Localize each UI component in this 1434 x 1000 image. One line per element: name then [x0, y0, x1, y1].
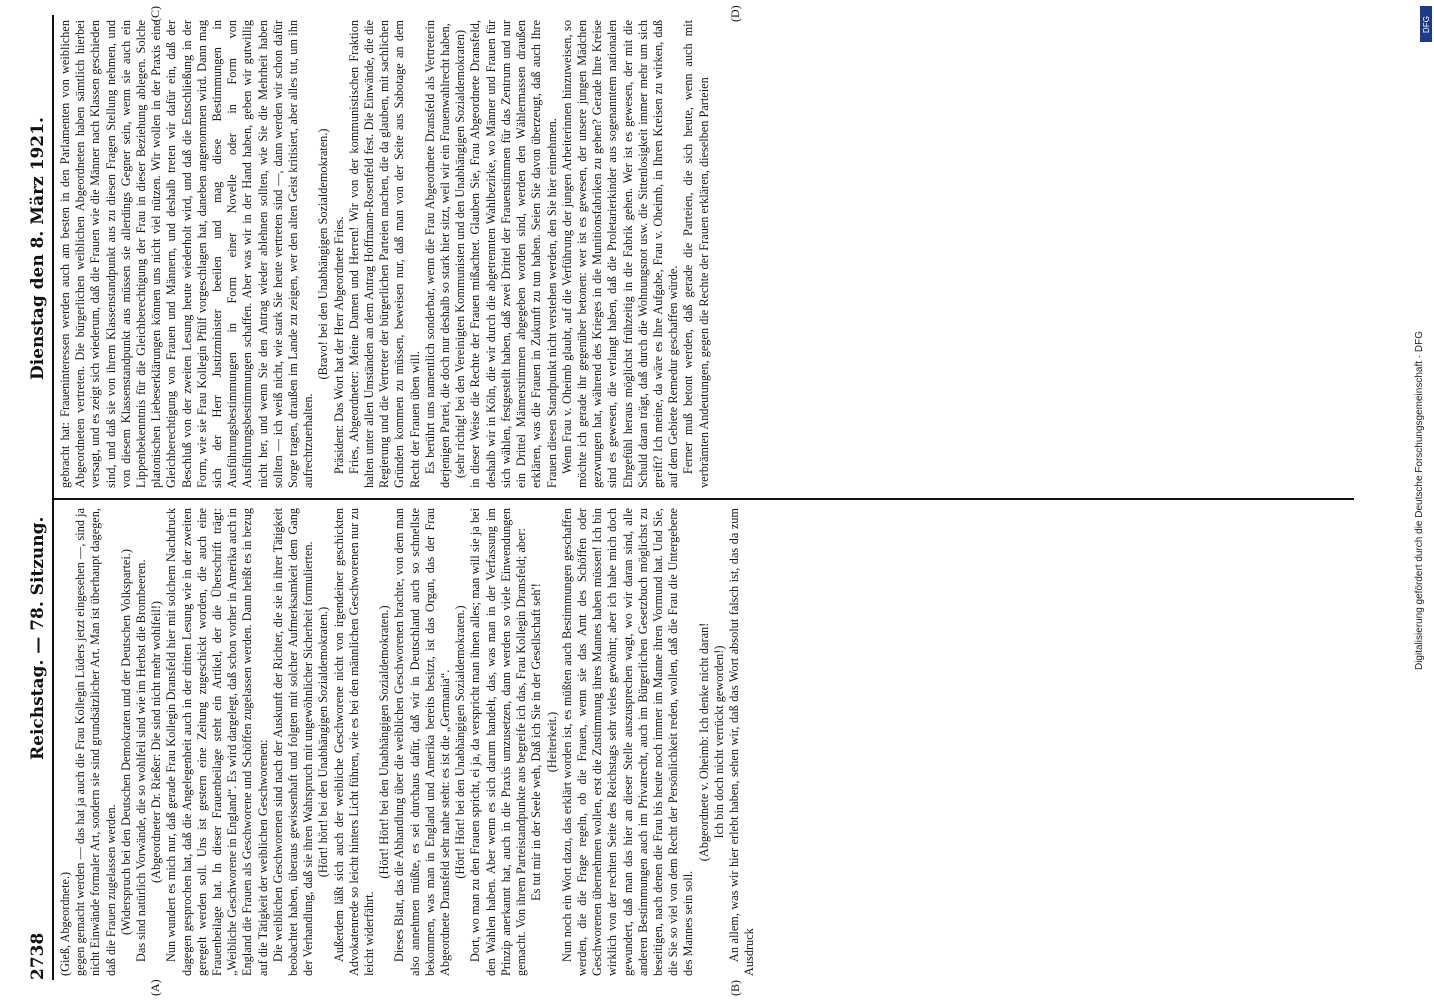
- speaker-paragraph: Präsident: Das Wort hat der Herr Abgeordnete Fries.: [331, 216, 346, 474]
- interjection: (Widerspruch bei den Deutschen Demokraten und der Deutschen Volkspartei.): [118, 549, 133, 935]
- paragraph: Dieses Blatt, das die Abhandlung über die weiblichen Geschworenen brachte, von dem man also annehmen müßte, es sei durchaus dafür, daß wir in Deutschland auch so schnellste bekommen, was man in England und Amerika bereits besitzt, ist das Organ, das der Frau Abgeordnete Dransfeld sehr nahe steht: es ist die „Germania“.: [392, 508, 453, 976]
- page-number: 2738: [28, 932, 48, 980]
- margin-marker-c: (C): [148, 6, 162, 22]
- page: [28, 5, 1368, 996]
- interjection: Ich bin doch nicht verrückt geworden!): [711, 645, 726, 839]
- left-column: [58, 508, 1358, 976]
- quotation: Außerdem läßt sich auch der weibliche Geschworene nicht von irgendeiner geschickten Advokatenrede so leicht hinters Licht führen, wie es bei den männlichen Geschworenen nur zu leicht widerfährt.: [331, 508, 377, 976]
- interjection: (Heiterkeit.): [544, 711, 559, 773]
- paragraph: (Gieß, Abgeordnete.): [58, 871, 72, 976]
- interjection: (Abgeordneter Dr. Rießer: Die sind nicht mehr wohlfeil!): [149, 600, 164, 884]
- paragraph: gegen gemacht werden — das hat ja auch die Frau Kollegin Lüders jetzt eingesehen —, sind ja nicht Einwände formaler Art, sondern sie sind grundsätzlicher Art. Man ist überhaupt dagegen, daß die Frauen zugelassen werden.: [73, 508, 118, 976]
- paragraph: Nun noch ein Wort dazu, das erklärt worden ist, es müßten auch Bestimmungen geschaffen werden, die die Frage regeln, ob die Frauen, wenn sie das Amt des Schöffen oder Geschworenen übernehmen wollen, erst die Zustimmung ihres Mannes haben müssen! Ich bin wirklich von der rechten Seite des Reichstags sehr vieles gewöhnt; aber ich habe mich doch gewundert, daß man das hier an dieser Stelle auszusprechen wagt, wo wir daran sind, alle anderen Bestimmungen auch im Privatrecht, auch im Bürgerlichen Gesetzbuch möglichst zu beseitigen, nach denen die Frau bis heute noch immer im Manne ihren Vormund hat. Und Sie, die Sie so viel von dem Recht der Persönlichkeit reden, wollen, daß die Frau die Untergebene des Mannes sein soll.: [559, 508, 696, 976]
- paragraph: Ferner muß betont werden, daß gerade die Parteien, die sich heute, wenn auch mit verbrämten Andeutungen, gegen die Rechte der Frauen erklären, dieselben Parteien: [681, 20, 711, 488]
- right-column: [58, 20, 1358, 488]
- interjection: (Hört! Hört! bei den Unabhängigen Sozialdemokraten.): [377, 605, 392, 879]
- paragraph: Es berührt uns namentlich sonderbar, wenn die Frau Abgeordnete Dransfeld als Vertreterin derjenigen Partei, die doch nur deshalb so stark hier sitzt, weil wir ein Frauenwahlrecht haben,: [422, 20, 453, 488]
- interjection: (Bravo! bei den Unabhängigen Sozialdemokraten.): [316, 128, 331, 380]
- paragraph: An allem, was wir hier erlebt haben, sehen wir, daß das Wort absolut falsch ist, das da zum Ausdruck: [726, 508, 757, 976]
- dfg-logo-label: DFG: [1421, 15, 1431, 33]
- paragraph: Das sind natürlich Vorwände, die so wohlfeil sind wie im Herbst die Brombeeren.: [134, 559, 149, 962]
- interjection: (Hört! hört! bei den Unabhängigen Sozialdemokraten.): [316, 606, 331, 878]
- digitization-note-text: Digitalisierung gefördert durch die Deutsche Forschungsgemeinschaft · DFG: [1414, 330, 1426, 670]
- verse: Es tut mir in der Seele weh, Daß ich Sie in der Gesellschaft seh'!: [529, 583, 544, 901]
- paragraph: Nun wundert es mich nur, daß gerade Frau Kollegin Dransfeld hier mit solchem Nachdruck dagegen gesprochen hat, daß die Angelegenheit auch in der dritten Lesung wie in der zweiten geregelt werden soll. Uns ist gestern eine Zeitung zugeschickt worden, die auch eine Frauenbeilage hat. In dieser Frauenbeilage steht ein Artikel, der die Überschrift trägt: „Weibliche Geschworene in England“. Es wird dargelegt, daß schon vorher in Amerika auch in England die Frauen als Geschworene und Schöffen zugelassen werden. Dann heißt es in bezug auf die Tätigkeit der weiblichen Geschworenen:: [164, 508, 270, 976]
- digitization-note: [1410, 8, 1430, 992]
- column-rule: [54, 498, 1354, 500]
- margin-marker-a: (A): [148, 979, 162, 996]
- paragraph: gebracht hat: Fraueninteressen werden auch am besten in den Parlamenten von weiblichen Abgeordneten vertreten. Die bürgerlichen weiblichen Abgeordneten haben sämtlich hierbei versagt, und es zeigt sich wiederum, daß die Frauen wie die Männer nach Klassen geschieden sind, und daß sie von ihrem Klassenstandpunkt aus zu diesen Fragen Stellung nehmen, und von diesem Klassenstandpunkt aus müssen sie allerdings Gegner sein, wenn sie auch ein Lippenbekenntnis für die Gleichberechtigung der Frau in dieser Beziehung ablegen. Solche platonischen Liebeserklärungen können uns nicht viel nützen. Wir wollen in der Praxis eine Gleichberechtigung von Frauen und Männern, und deshalb treten wir dafür ein, daß der Beschluß von der zweiten Lesung heute wiederholt wird, und daß die Entschließung in der Form, wie sie Frau Kollegin Pfülf vorgeschlagen hat, daneben angenommen wird. Dann mag sich der Herr Justizminister beeilen und mag diese Bestimmungen in Ausführungsbestimmungen in Form einer Novelle oder in Form von Ausführungsbestimmungen schaffen. Aber was wir in der Hand haben, geben wir gutwillig nicht her, und wenn Sie den Antrag wieder ablehnen sollten, wie Sie die Mehrheit haben sollten — ich weiß nicht, wie stark Sie heute vertreten sind —, dann werden wir schon dafür Sorge tragen, draußen im Lande zu zeigen, wer den alten Geist kritisiert, aber alles tut, um ihn aufrechtzuerhalten.: [58, 20, 316, 488]
- session-title: Reichstag. — 78. Sitzung.: [28, 516, 48, 760]
- dfg-logo: [1420, 6, 1432, 42]
- margin-marker-b: (B): [728, 980, 742, 996]
- paragraph: Wenn Frau v. Oheimb glaubt, auf die Verführung der jungen Arbeiterinnen hinzuweisen, so möchte ich gerade ihr gegenüber betonen: wer ist es gewesen, der unsere jungen Mädchen gezwungen hat, während des Krieges in die Munitionsfabriken zu gehen? Gerade Ihre Kreise sind es gewesen, die verlangt haben, daß die Proletarierkinder aus sogenanntem nationalen Ehrgefühl heraus möglichst frühzeitig in die Fabrik gehen. Wer ist es gewesen, der mit die Schuld daran trägt, daß durch die Wohnungsnot usw. die Sittenlosigkeit immer mehr um sich greift? Ich meine, da wäre es Ihre Aufgabe, Frau v. Oheimb, in Ihren Kreisen zu wirken, daß auf dem Gebiete Remedur geschaffen würde.: [559, 20, 681, 488]
- paragraph: in dieser Weise die Rechte der Frauen mißachtet. Glauben Sie, Frau Abgeordnete Dransfeld, deshalb wir in Köln, die wir durch die abgetrennten Wahlbezirke, wo Männer und Frauen für sich wählen, festgestellt haben, daß zwei Drittel der Frauenstimmen für das Zentrum und nur ein Drittel Männerstimmen abgegeben worden sind, werden den Wählermassen draußen erklären, was die Frauen in Zukunft zu tun haben. Seien Sie davon überzeugt, daß auch Ihre Frauen diesen Standpunkt nicht verstehen werden, den Sie hier einnehmen.: [468, 20, 559, 488]
- speaker-paragraph: Fries, Abgeordneter: Meine Damen und Herren! Wir von der kommunistischen Fraktion halten unter allen Umständen an dem Antrag Hoffmann-Rosenfeld fest. Die Einwände, die die Regierung und die Vertreter der bürgerlichen Parteien machen, die da glauben, mit sachlichen Gründen kommen zu müssen, beweisen nur, daß man von der Seite aus Sabotage an dem Recht der Frauen üben will.: [346, 20, 422, 488]
- session-date: Dienstag den 8. März 1921.: [28, 117, 48, 380]
- paragraph: Dort, wo man zu den Frauen spricht, ei ja, da verspricht man ihnen alles; man will sie ja bei den Wahlen haben. Aber wenn es sich darum handelt, das, was man in der Verfassung im Prinzip anerkannt hat, auch in die Praxis umzusetzen, dann werden so viele Einwendungen gemacht. Von ihrem Parteistandpunkte aus begreife ich das, Frau Kollegin Dransfeld; aber:: [468, 508, 529, 976]
- interjection: (Abgeordnete v. Oheimb: Ich denke nicht daran!: [696, 622, 711, 862]
- interjection: (Hört! Hört! bei den Unabhängigen Sozialdemokraten.): [453, 605, 468, 879]
- quotation: Die weiblichen Geschworenen sind nach der Auskunft der Richter, die sie in ihrer Tätigkeit beobachtet haben, überaus gewissenhaft und folgten mit solcher Aufmerksamkeit dem Gang der Verhandlung, daß sie ihren Wahrspruch mit ungewöhnlicher Sicherheit formulierten.: [270, 508, 316, 976]
- interjection: (sehr richtig! bei den Vereinigten Kommunisten und den Unabhängigen Sozialdemokraten): [453, 29, 468, 479]
- margin-marker-d: (D): [728, 5, 742, 22]
